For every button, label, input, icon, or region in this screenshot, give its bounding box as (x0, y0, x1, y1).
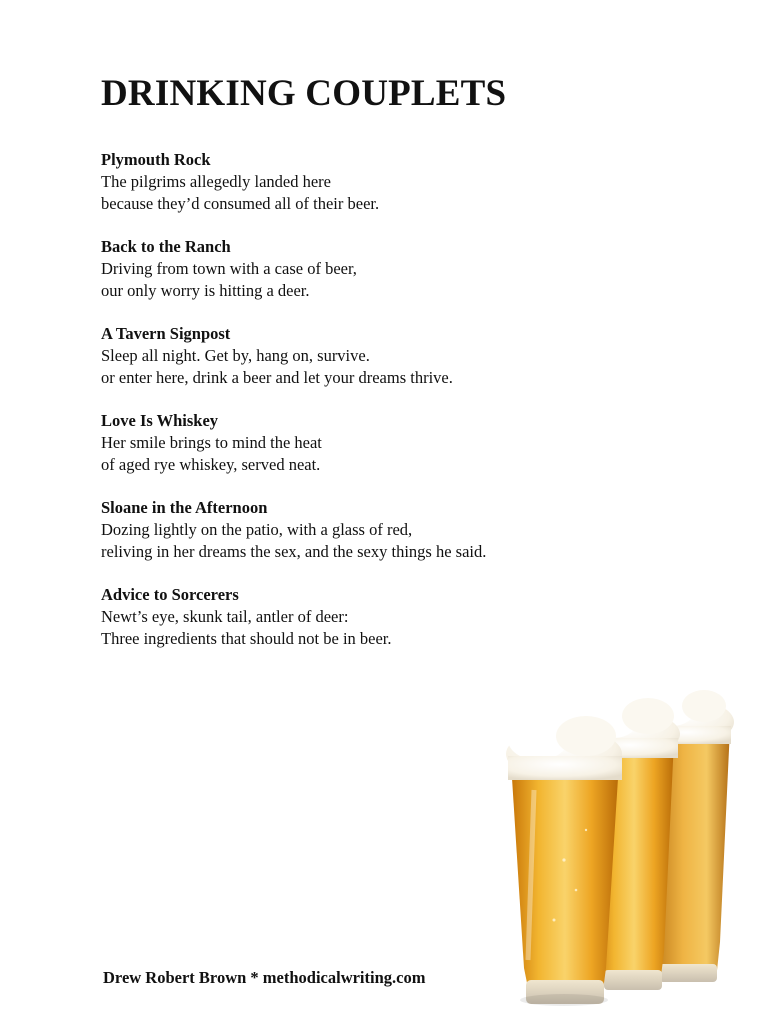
poem-advice-to-sorcerers (101, 584, 621, 650)
poem-sloane-in-the-afternoon (101, 497, 621, 563)
poem-list (101, 149, 621, 671)
poem-line: Sleep all night. Get by, hang on, survive. (101, 346, 370, 365)
poem-line: or enter here, drink a beer and let your dreams thrive. (101, 368, 453, 387)
author-credit: Drew Robert Brown * methodicalwriting.com (103, 968, 426, 987)
poem-line: Her smile brings to mind the heat (101, 433, 322, 452)
poem-line: Driving from town with a case of beer, (101, 259, 357, 278)
poem-title: Plymouth Rock (101, 150, 211, 169)
document-title: DRINKING COUPLETS (101, 73, 507, 114)
poem-title: A Tavern Signpost (101, 324, 231, 343)
poem-title: Advice to Sorcerers (101, 585, 239, 604)
poem-line: Three ingredients that should not be in beer. (101, 629, 392, 648)
poem-line: Newt’s eye, skunk tail, antler of deer: (101, 607, 349, 626)
poem-a-tavern-signpost (101, 323, 621, 389)
poem-line: Dozing lightly on the patio, with a glass of red, (101, 520, 413, 539)
poem-line: reliving in her dreams the sex, and the sexy things he said. (101, 542, 487, 561)
poem-line: our only worry is hitting a deer. (101, 281, 310, 300)
poem-title: Back to the Ranch (101, 237, 231, 256)
poem-line: The pilgrims allegedly landed here (101, 172, 332, 191)
poem-title: Sloane in the Afternoon (101, 498, 268, 517)
poem-line: because they’d consumed all of their beer. (101, 194, 380, 213)
poem-back-to-the-ranch (101, 236, 621, 302)
poem-plymouth-rock (101, 149, 621, 215)
beer-glass-front (506, 716, 622, 1006)
beer-glasses-illustration (494, 680, 768, 1010)
poem-title: Love Is Whiskey (101, 411, 219, 430)
poem-love-is-whiskey (101, 410, 621, 476)
poem-line: of aged rye whiskey, served neat. (101, 455, 321, 474)
